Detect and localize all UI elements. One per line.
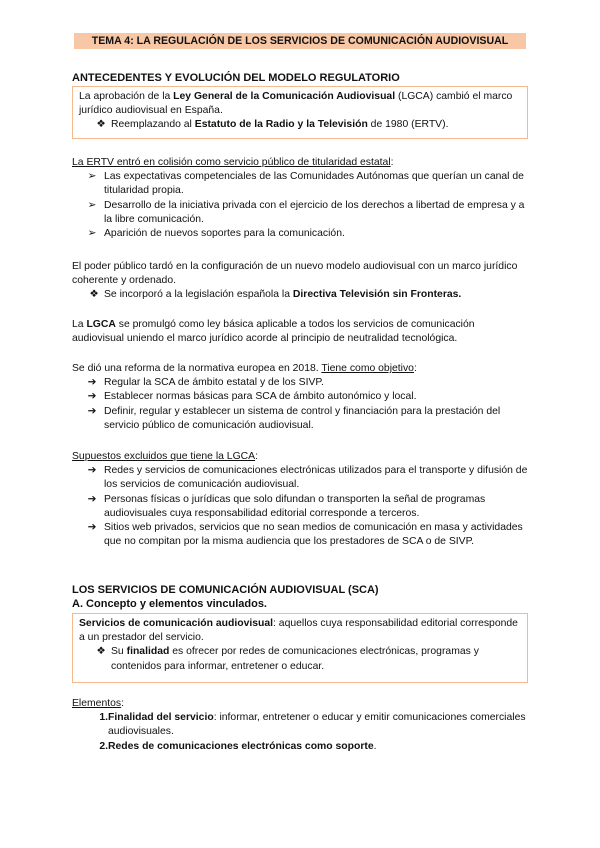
reforma-list	[72, 376, 528, 433]
box-paragraph: La aprobación de la Ley General de la Comunicación Audiovisual (LGCA) cambió el marco jurídico audiovisual en España.	[79, 91, 513, 117]
highlight-box-sca	[72, 613, 528, 683]
list-item: ➔ Definir, regular y establecer un sistema de control y financiación para la prestación del servicio público de comunicación audiovisual.	[80, 405, 528, 433]
ertv-list	[72, 170, 528, 241]
supuestos-block	[72, 450, 528, 549]
ertv-block	[72, 156, 528, 241]
bold-term: Redes de comunicaciones electrónicas como soporte	[108, 740, 374, 752]
lgca-paragraph: La LGCA se promulgó como ley básica aplicable a todos los servicios de comunicación audiovisual uniendo el marco jurídico acorde al principio de neutralidad tecnológica.	[72, 319, 475, 345]
supuestos-list	[72, 464, 528, 549]
item-number: 2.	[99, 740, 108, 752]
elementos-intro: Elementos:	[72, 698, 124, 709]
diamond-bullet-icon: ❖	[96, 119, 106, 131]
elementos-list	[72, 711, 528, 754]
list-item: 2. Redes de comunicaciones electrónicas como soporte.	[86, 740, 528, 754]
bold-term: Directiva Televisión sin Fronteras.	[292, 289, 462, 301]
highlight-box-lgca	[72, 86, 528, 139]
list-item: 1. Finalidad del servicio: informar, entretener o educar y emitir comunicaciones comerciales audiovisuales.	[86, 711, 528, 739]
section-heading-sca: LOS SERVICIOS DE COMUNICACIÓN AUDIOVISUAL (SCA)	[72, 584, 379, 596]
poder-paragraph: El poder público tardó en la configuración de un nuevo modelo audiovisual con un marco jurídico coherente y ordenado.	[72, 261, 518, 287]
arrow-bullet-icon: ➔	[87, 405, 97, 417]
bold-term: LGCA	[86, 319, 116, 330]
poder-publico-block	[72, 260, 528, 303]
triangle-bullet-icon: ➢	[87, 199, 97, 211]
list-item: ➢ Desarrollo de la iniciativa privada con el ejercicio de los derechos a libertad de empresa y a la libre comunicación.	[80, 199, 528, 227]
section-heading-antecedentes: ANTECEDENTES Y EVOLUCIÓN DEL MODELO REGULATORIO	[72, 72, 400, 84]
diamond-bullet-icon: ❖	[89, 289, 99, 301]
list-item: ➔ Sitios web privados, servicios que no sean medios de comunicación en masa y actividades que no compitan por la misma audiencia que los prestadores de SCA o de SIVP.	[80, 521, 528, 549]
arrow-bullet-icon: ➔	[87, 493, 97, 505]
diamond-bullet-icon: ❖	[96, 646, 106, 658]
item-number: 1.	[99, 712, 108, 724]
arrow-bullet-icon: ➔	[87, 522, 97, 534]
triangle-bullet-icon: ➢	[87, 228, 97, 240]
list-item: ➔ Redes y servicios de comunicaciones electrónicas utilizados para el transporte y difusión de los servicios de comunicación audiovisual.	[80, 464, 528, 492]
ertv-intro: La ERTV entró en colisión como servicio público de titularidad estatal:	[72, 157, 394, 168]
bold-term: Servicios de comunicación audiovisual	[79, 618, 274, 629]
list-item: ➢ Aparición de nuevos soportes para la comunicación.	[80, 227, 528, 241]
supuestos-intro: Supuestos excluidos que tiene la LGCA:	[72, 451, 258, 462]
box-paragraph: Servicios de comunicación audiovisual: aquellos cuya responsabilidad editorial corresponde a un prestador del servicio.	[79, 618, 518, 644]
poder-bullet: ❖ Se incorporó a la legislación española la Directiva Televisión sin Fronteras.	[72, 288, 528, 302]
arrow-bullet-icon: ➔	[87, 465, 97, 477]
arrow-bullet-icon: ➔	[87, 391, 97, 403]
list-item: ➔ Personas físicas o jurídicas que solo difundan o transporten la señal de programas audiovisuales cuya responsabilidad editorial corresponde a terceros.	[80, 493, 528, 521]
reforma-block	[72, 362, 528, 433]
box-bullet: ❖ Reemplazando al Estatuto de la Radio y la Televisión de 1980 (ERTV).	[79, 118, 521, 132]
bold-term: Finalidad del servicio	[108, 712, 214, 724]
box-bullet: ❖ Su finalidad es ofrecer por redes de comunicaciones electrónicas, programas y contenidos para informar, entretener o educar.	[79, 645, 521, 673]
document-title: TEMA 4: LA REGULACIÓN DE LOS SERVICIOS DE COMUNICACIÓN AUDIOVISUAL	[74, 33, 526, 49]
arrow-bullet-icon: ➔	[87, 377, 97, 389]
bold-term: Ley General de la Comunicación Audiovisual	[173, 91, 396, 102]
triangle-bullet-icon: ➢	[87, 171, 97, 183]
elementos-block	[72, 697, 528, 754]
bold-term: Estatuto de la Radio y la Televisión	[194, 119, 368, 131]
list-item: ➔ Regular la SCA de ámbito estatal y de los SIVP.	[80, 376, 528, 390]
reforma-intro: Se dió una reforma de la normativa europea en 2018. Tiene como objetivo:	[72, 363, 417, 374]
bold-term: finalidad	[126, 646, 170, 658]
list-item: ➢ Las expectativas competenciales de las Comunidades Autónomas que querían un canal de titularidad propia.	[80, 170, 528, 198]
subheading-concepto: A. Concepto y elementos vinculados.	[72, 598, 267, 610]
list-item: ➔ Establecer normas básicas para SCA de ámbito autonómico y local.	[80, 390, 528, 404]
